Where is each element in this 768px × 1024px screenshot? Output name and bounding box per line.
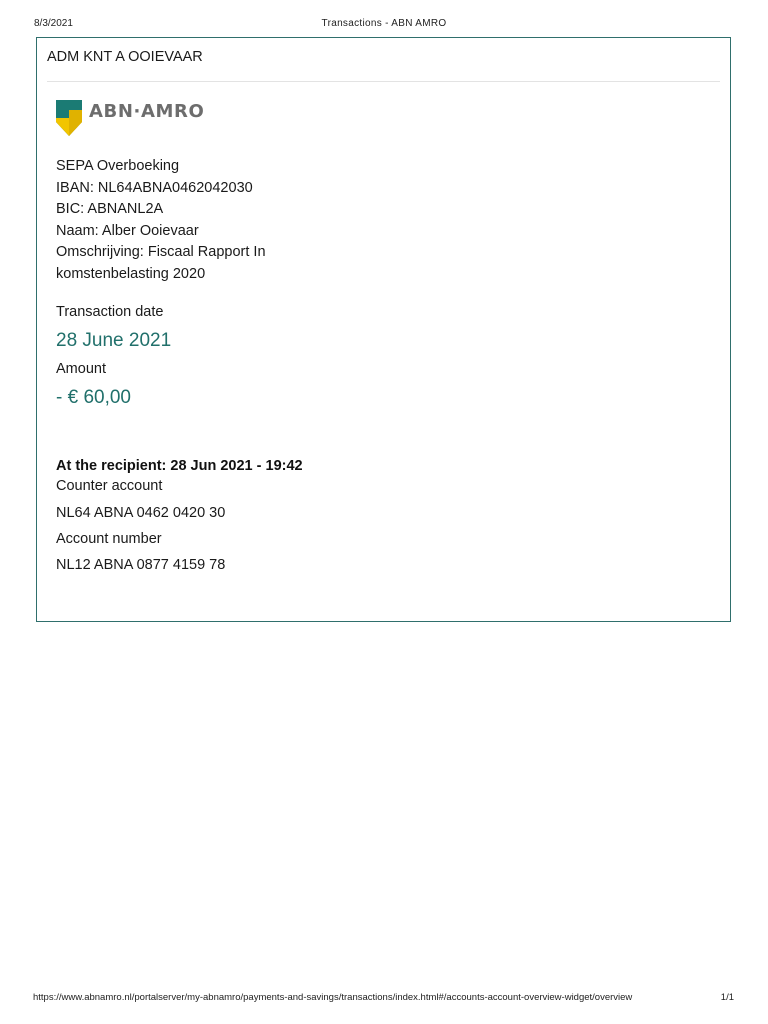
detail-line: komstenbelasting 2020 <box>56 265 206 282</box>
counter-account-value: NL64 ABNA 0462 0420 30 <box>56 505 226 521</box>
amount-label: Amount <box>56 361 106 377</box>
transaction-date-label: Transaction date <box>56 304 164 320</box>
detail-line: Naam: Alber Ooievaar <box>56 222 199 239</box>
abn-amro-shield-icon <box>56 100 82 136</box>
account-number-label: Account number <box>56 531 162 547</box>
account-name: ADM KNT A OOIEVAAR <box>47 49 203 65</box>
transaction-date-value: 28 June 2021 <box>56 330 172 351</box>
detail-line: BIC: ABNANL2A <box>56 201 164 217</box>
detail-line: Omschrijving: Fiscaal Rapport In <box>56 244 266 260</box>
account-number-value: NL12 ABNA 0877 4159 78 <box>56 557 226 573</box>
print-url: https://www.abnamro.nl/portalserver/my-abnamro/payments-and-savings/transactions/index.html#/accounts-account-overview-widget/overview <box>33 992 633 1003</box>
recipient-line: At the recipient: 28 Jun 2021 - 19:42 <box>56 458 303 474</box>
transaction-card <box>36 37 731 622</box>
page-number: 1/1 <box>720 992 734 1003</box>
transaction-details <box>56 156 316 285</box>
print-date: 8/3/2021 <box>34 18 73 29</box>
amount-value: - € 60,00 <box>56 387 131 408</box>
counter-account-label: Counter account <box>56 478 163 494</box>
print-title: Transactions - ABN AMRO <box>321 18 447 29</box>
card-divider <box>47 81 720 82</box>
abn-amro-logo <box>56 100 206 138</box>
print-header <box>0 18 768 32</box>
logo-text: ABN·AMRO <box>89 101 205 122</box>
detail-line: SEPA Overboeking <box>56 158 180 174</box>
print-footer <box>0 992 768 1006</box>
detail-line: IBAN: NL64ABNA0462042030 <box>56 179 253 196</box>
